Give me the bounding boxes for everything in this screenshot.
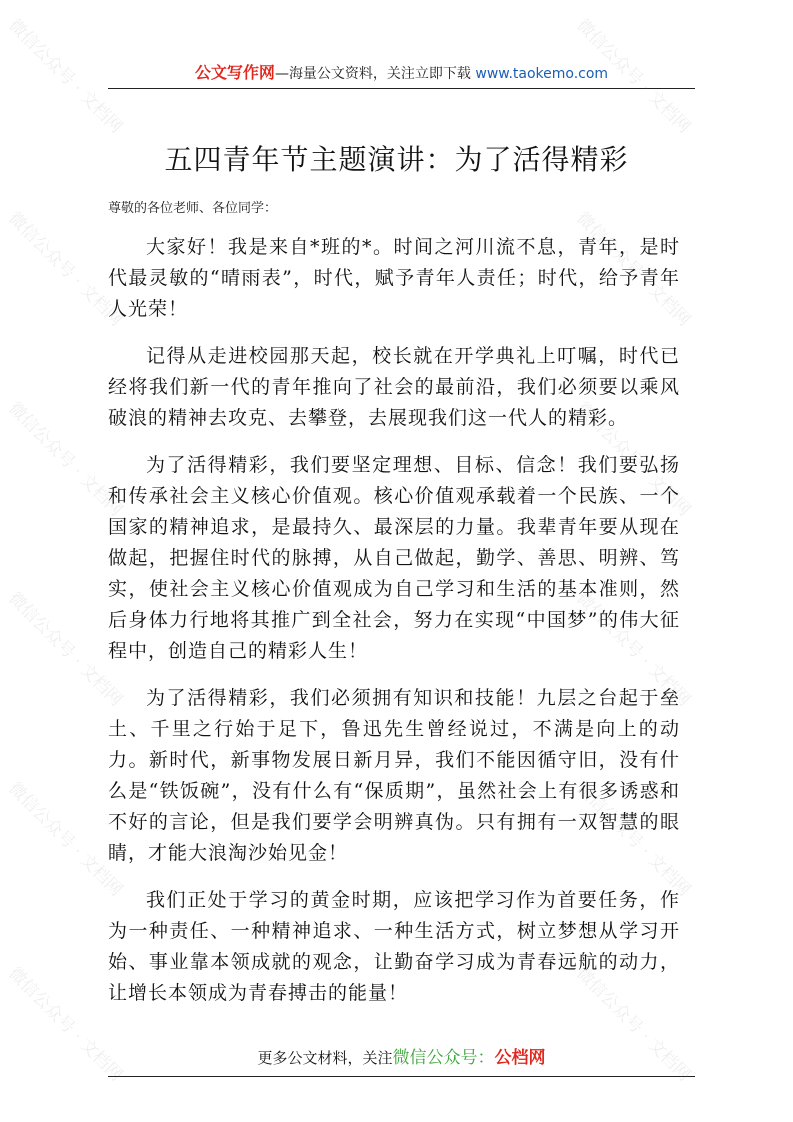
page-header — [108, 62, 695, 89]
watermark: 微信公众号 · 文档网 — [572, 588, 695, 711]
header-url-link[interactable]: www.taokemo.com — [475, 66, 609, 82]
watermark: 微信公众号 · 文档网 — [4, 963, 127, 1086]
document-title: 五四青年节主题演讲：为了活得精彩 — [164, 143, 629, 176]
header-brand: 公文写作网 — [194, 63, 275, 82]
watermark: 微信公众号 · 文档网 — [4, 15, 127, 138]
speech-body — [108, 232, 680, 1025]
footer-wechat: 微信公众号： — [392, 1048, 495, 1068]
footer-prefix: 更多公文材料，关注 — [257, 1049, 393, 1067]
paragraph: 为了活得精彩，我们必须拥有知识和技能！九层之台起于垒土、千里之行始于足下，鲁迅先生曾经说过，不满是向上的动力。新时代，新事物发展日新月异，我们不能因循守旧，没有什么是“铁饭碗”，没有什么有“保质期”，虽然社会上有很多诱惑和不好的言论，但是我们要学会明辨真伪。只有拥有一双智慧的眼睛，才能大浪淘沙始见金！ — [108, 687, 680, 864]
watermark: 微信公众号 · 文档网 — [572, 963, 695, 1086]
watermark: 微信公众号 · 文档网 — [572, 15, 695, 138]
watermark: 微信公众号 · 文档网 — [4, 208, 127, 331]
paragraph: 记得从走进校园那天起，校长就在开学典礼上叮嘱，时代已经将我们新一代的青年推向了社会的最前沿，我们必须要以乘风破浪的精神去攻克、去攀登，去展现我们这一代人的精彩。 — [108, 345, 680, 429]
watermark: 微信公众号 · 文档网 — [572, 778, 695, 901]
paragraph: 大家好！我是来自*班的*。时间之河川流不息，青年，是时代最灵敏的“晴雨表”，时代，赋予青年人责任；时代，给予青年人光荣！ — [108, 236, 680, 320]
page-footer — [108, 1044, 695, 1077]
watermark: 微信公众号 · 文档网 — [4, 588, 127, 711]
watermark: 微信公众号 · 文档网 — [572, 208, 695, 331]
header-tagline: —海量公文资料，关注立即下载 — [274, 66, 476, 82]
salutation: 尊敬的各位老师、各位同学： — [108, 201, 278, 216]
paragraph: 为了活得精彩，我们要坚定理想、目标、信念！我们要弘扬和传承社会主义核心价值观。核心价值观承载着一个民族、一个国家的精神追求，是最持久、最深层的力量。我辈青年要从现在做起，把握住时代的脉搏，从自己做起，勤学、善思、明辨、笃实，使社会主义核心价值观成为自己学习和生活的基本准则，然后身体力行地将其推广到全社会，努力在实现“中国梦”的伟大征程中，创造自己的精彩人生！ — [108, 454, 680, 662]
watermark: 微信公众号 · 文档网 — [4, 778, 127, 901]
footer-brand: 公档网 — [494, 1048, 546, 1068]
paragraph: 我们正处于学习的黄金时期，应该把学习作为首要任务，作为一种责任、一种精神追求、一种生活方式，树立梦想从学习开始、事业靠本领成就的观念，让勤奋学习成为青春远航的动力，让增长本领成为青春搏击的能量！ — [108, 889, 680, 1004]
watermark: 微信公众号 · 文档网 — [572, 398, 695, 521]
watermark: 微信公众号 · 文档网 — [4, 398, 127, 521]
